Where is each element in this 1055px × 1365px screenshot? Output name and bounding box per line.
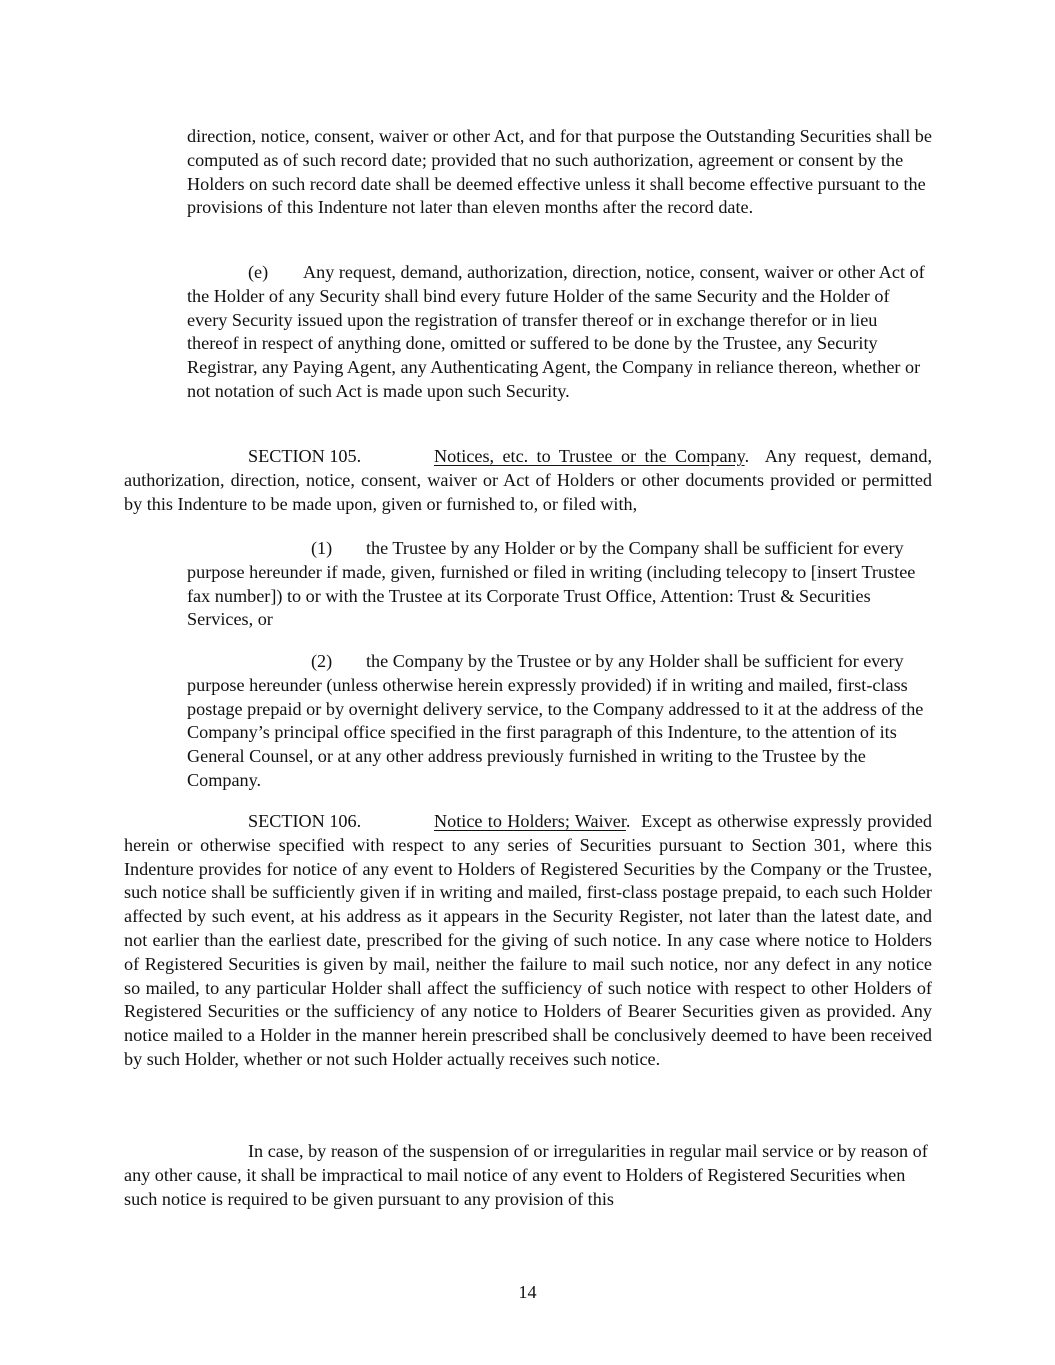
section-105-text: Any request, demand, authorization, direction, notice, consent, waiver or Act of Holders or other documents provided or permitted by this Indenture to be made upon, given or furnished to, or filed with, — [124, 446, 932, 514]
page-number: 14 — [518, 1282, 537, 1302]
section-106-paragraph-2 — [124, 1140, 932, 1211]
paragraph-e-label: (e) — [248, 262, 269, 282]
section-105-number: SECTION 105. — [248, 446, 362, 466]
item-1-text: the Trustee by any Holder or by the Company shall be sufficient for every purpose hereunder if made, given, furnished or filed in writing (including telecopy to [insert Trustee fax number]) to or with the Trustee at its Corporate Trust Office, Attention: Trust & Securities Services, or — [187, 538, 916, 630]
paragraph-e-text: Any request, demand, authorization, direction, notice, consent, waiver or other Act of the Holder of any Security shall bind every future Holder of the same Security and the Holder of every Security issued upon the registration of transfer thereof or in exchange therefor or in lieu thereof in respect of anything done, omitted or suffered to be done by the Trustee, any Security Registrar, any Paying Agent, any Authenticating Agent, the Company in reliance thereon, whether or not notation of such Act is made upon such Security. — [187, 262, 925, 401]
continuation-paragraph — [187, 125, 932, 220]
section-105-item-1 — [187, 537, 932, 632]
section-105-heading: Notices, etc. to Trustee or the Company — [434, 446, 745, 466]
continuation-text: direction, notice, consent, waiver or other Act, and for that purpose the Outstanding Securities shall be computed as of such record date; provided that no such authorization, agreement or consent by the Holders on such record date shall be deemed effective unless it shall become effective pursuant to the provisions of this Indenture not later than eleven months after the record date. — [187, 126, 932, 218]
section-106-text: Except as otherwise expressly provided herein or otherwise specified with respect to any series of Securities pursuant to Section 301, where this Indenture provides for notice of any event to Holders of Registered Securities by the Company or the Trustee, such notice shall be sufficiently given if in writing and mailed, first-class postage prepaid, to each such Holder affected by such event, at his address as it appears in the Security Register, not later than the latest date, and not earlier than the earliest date, prescribed for the giving of such notice. In any case where notice to Holders of Registered Securities is given by mail, neither the failure to mail such notice, nor any defect in any notice so mailed, to any particular Holder shall affect the sufficiency of such notice with respect to other Holders of Registered Securities or the sufficiency of any notice to Holders of Bearer Securities given as provided. Any notice mailed to a Holder in the manner herein prescribed shall be conclusively deemed to have been received by such Holder, whether or not such Holder actually receives such notice. — [124, 811, 932, 1069]
item-2-label: (2) — [311, 651, 333, 671]
section-106-paragraph-2-text: In case, by reason of the suspension of or irregularities in regular mail service or by reason of any other cause, it shall be impractical to mail notice of any event to Holders of Registered Securities when such notice is required to be given pursuant to any provision of this — [124, 1141, 928, 1209]
item-2-text: the Company by the Trustee or by any Holder shall be sufficient for every purpose hereunder (unless otherwise herein expressly provided) if in writing and mailed, first-class postage prepaid or by overnight delivery service, to the Company addressed to it at the address of the Company’s principal office specified in the first paragraph of this Indenture, to the attention of its General Counsel, or at any other address previously furnished in writing to the Trustee by the Company. — [187, 651, 924, 790]
section-105-item-2 — [187, 650, 932, 793]
section-106: SECTION 106. Notice to Holders; Waiver. Except as otherwise expressly provided herein or otherwise specified with respect to any series of Securities pursuant to Section 301, where this Indenture provides for notice of any event to Holders of Registered Securities by the Company or the Trustee, such notice shall be sufficiently given if in writing and mailed, first-class postage prepaid, to each such Holder affected by such event, at his address as it appears in the Security Register, not later than the latest date, and not earlier than the earliest date, prescribed for the giving of such notice. In any case where notice to Holders of Registered Securities is given by mail, neither the failure to mail such notice, nor any defect in any notice so mailed, to any particular Holder shall affect the sufficiency of such notice with respect to other Holders of Registered Securities or the sufficiency of any notice to Holders of Bearer Securities given as provided. Any notice mailed to a Holder in the manner herein prescribed shall be conclusively deemed to have been received by such Holder, whether or not such Holder actually receives such notice. — [124, 811, 932, 1069]
section-106-heading: Notice to Holders; Waiver — [434, 811, 626, 831]
paragraph-e — [187, 261, 932, 404]
item-1-label: (1) — [311, 538, 333, 558]
section-105: SECTION 105. Notices, etc. to Trustee or the Company. Any request, demand, authorization, direction, notice, consent, waiver or Act of Holders or other documents provided or permitted by this Indenture to be made upon, given or furnished to, or filed with, — [124, 446, 932, 514]
section-106-number: SECTION 106. — [248, 811, 362, 831]
